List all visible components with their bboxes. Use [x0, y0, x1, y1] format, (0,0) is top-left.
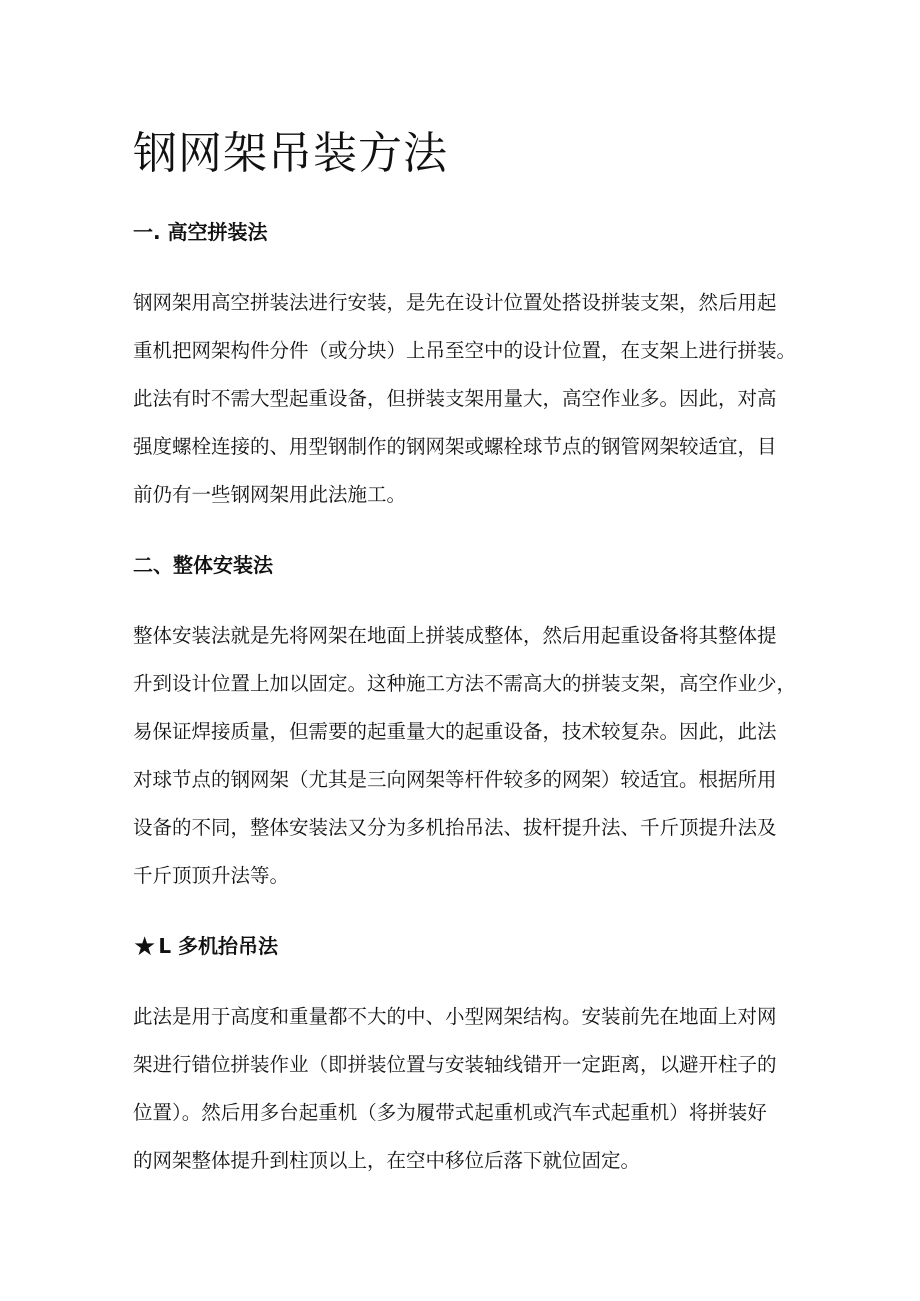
paragraph-line: 此法是用于高度和重量都不大的中、小型网架结构。安装前先在地面上对网	[133, 1005, 777, 1028]
paragraph-line: 设备的不同，整体安装法又分为多机抬吊法、拔杆提升法、千斤顶提升法及	[133, 816, 777, 839]
section-heading-aerial-assembly: 一. 高空拼装法	[133, 220, 268, 244]
paragraph-line: 此法有时不需大型起重设备，但拼装支架用量大，高空作业多。因此，对高	[133, 387, 777, 410]
section-paragraph-aerial-assembly	[133, 279, 795, 519]
section-paragraph-integral-installation	[133, 612, 795, 900]
section-heading-integral-installation: 二、整体安装法	[133, 553, 273, 577]
subsection-paragraph-multi-crane-lifting	[133, 993, 795, 1185]
subsection-heading-multi-crane-lifting	[133, 928, 278, 965]
paragraph-line: 强度螺栓连接的、用型钢制作的钢网架或螺栓球节点的钢管网架较适宜，目	[133, 435, 777, 458]
subsection-heading-text: L 多机抬吊法	[158, 934, 279, 958]
star-icon: ★	[133, 932, 157, 962]
paragraph-line: 架进行错位拼装作业（即拼装位置与安装轴线错开一定距离，以避开柱子的	[133, 1053, 777, 1076]
paragraph-line: 重机把网架构件分件（或分块）上吊至空中的设计位置，在支架上进行拼装。	[133, 339, 797, 362]
paragraph-line: 千斤顶顶升法等。	[133, 864, 290, 887]
paragraph-line: 的网架整体提升到柱顶以上，在空中移位后落下就位固定。	[133, 1149, 641, 1172]
paragraph-line: 位置）。然后用多台起重机（多为履带式起重机或汽车式起重机）将拼装好	[133, 1101, 767, 1124]
paragraph-line: 整体安装法就是先将网架在地面上拼装成整体，然后用起重设备将其整体提	[133, 624, 777, 647]
paragraph-line: 易保证焊接质量，但需要的起重量大的起重设备，技术较复杂。因此，此法	[133, 720, 777, 743]
paragraph-line: 钢网架用高空拼装法进行安装，是先在设计位置处搭设拼装支架，然后用起	[133, 291, 777, 314]
page-title: 钢网架吊装方法	[133, 128, 448, 179]
paragraph-line: 对球节点的钢网架（尤其是三向网架等杆件较多的网架）较适宜。根据所用	[133, 768, 777, 791]
paragraph-line: 前仍有一些钢网架用此法施工。	[133, 483, 407, 506]
paragraph-line: 升到设计位置上加以固定。这种施工方法不需高大的拼装支架，高空作业少，	[133, 672, 797, 695]
